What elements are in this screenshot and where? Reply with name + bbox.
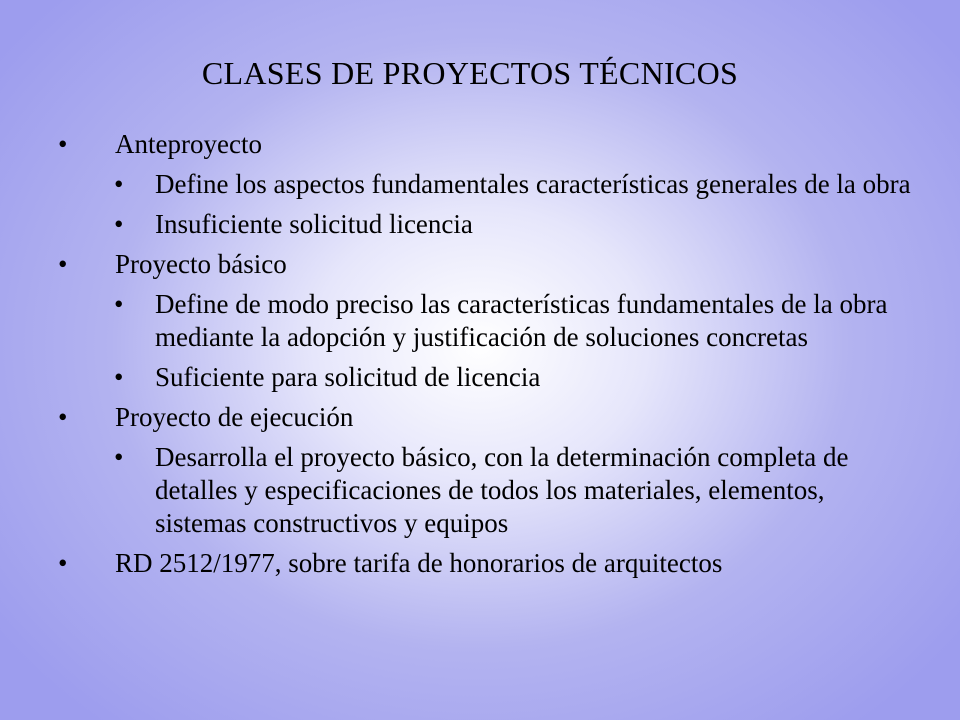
bullet-icon: • [58,249,68,279]
bullet-icon: • [114,209,124,239]
outline-subitem [0,208,960,241]
outline-item-rd [0,547,960,580]
outline-subitem-text: Insuficiente solicitud licencia [155,209,473,239]
outline-item-proyecto-basico [0,248,960,281]
bullet-icon: • [114,362,124,392]
outline-subitem-text: Suficiente para solicitud de licencia [155,362,541,392]
bullet-icon: • [114,442,124,472]
outline-subitem [0,441,960,540]
bullet-outline [0,128,960,587]
outline-subitem-text: Define los aspectos fundamentales características generales de la obra [155,169,911,199]
bullet-icon: • [114,169,124,199]
outline-item-proyecto-ejecucion [0,401,960,434]
outline-subitem [0,361,960,394]
outline-item-text: Anteproyecto [115,129,262,159]
outline-subitem-text: Define de modo preciso las características fundamentales de la obra mediante la adopción y justificación de soluciones concretas [155,289,888,352]
outline-item-text: RD 2512/1977, sobre tarifa de honorarios de arquitectos [115,548,723,578]
bullet-icon: • [58,548,68,578]
outline-item-text: Proyecto de ejecución [115,402,354,432]
outline-subitem-text: Desarrolla el proyecto básico, con la determinación completa de detalles y especificaciones de todos los materiales, elementos, sistemas constructivos y equipos [155,442,849,538]
bullet-icon: • [58,402,68,432]
outline-item-anteproyecto [0,128,960,161]
bullet-icon: • [58,129,68,159]
slide-title: CLASES DE PROYECTOS TÉCNICOS [201,55,739,91]
bullet-icon: • [114,289,124,319]
outline-item-text: Proyecto básico [115,249,287,279]
outline-subitem [0,168,960,201]
outline-subitem [0,288,960,354]
